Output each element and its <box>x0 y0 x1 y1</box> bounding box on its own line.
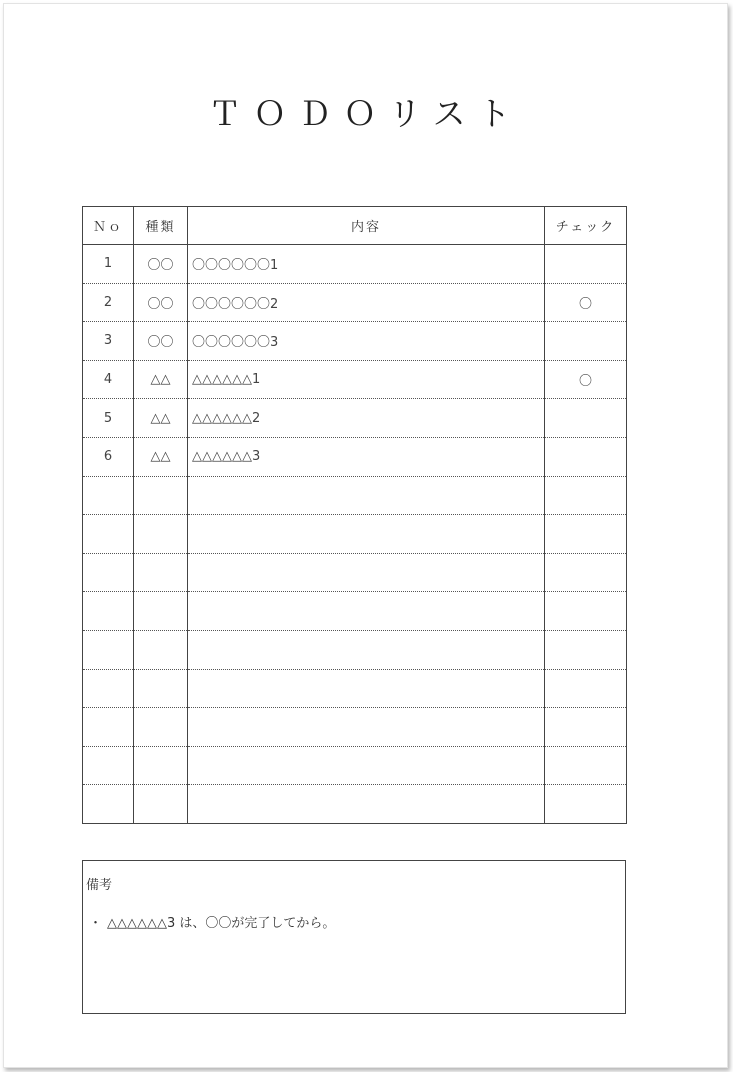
cell-no <box>83 669 134 708</box>
cell-check <box>545 399 627 438</box>
header-content: 内容 <box>188 207 545 245</box>
cell-content: △△△△△△2 <box>188 399 545 438</box>
cell-check <box>545 553 627 592</box>
table-header-row <box>83 207 627 245</box>
cell-type <box>134 515 188 554</box>
cell-no: 4 <box>83 360 134 399</box>
cell-no: 2 <box>83 283 134 322</box>
todo-table-body <box>83 245 627 824</box>
cell-no <box>83 746 134 785</box>
cell-type <box>134 630 188 669</box>
cell-content <box>188 669 545 708</box>
table-row <box>83 553 627 592</box>
table-row <box>83 592 627 631</box>
cell-content: 〇〇〇〇〇〇1 <box>188 245 545 284</box>
remarks-note-text: △△△△△△3 は、〇〇が完了してから。 <box>107 916 336 931</box>
cell-no <box>83 708 134 747</box>
table-row <box>83 630 627 669</box>
cell-no <box>83 630 134 669</box>
table-row <box>83 669 627 708</box>
cell-no <box>83 592 134 631</box>
cell-type <box>134 553 188 592</box>
cell-check <box>545 630 627 669</box>
cell-check <box>545 437 627 476</box>
todo-table <box>82 206 627 824</box>
cell-check <box>545 245 627 284</box>
cell-type: △△ <box>134 399 188 438</box>
cell-content <box>188 592 545 631</box>
table-row <box>83 515 627 554</box>
remarks-title: 備考 <box>86 878 113 893</box>
table-row <box>83 245 627 284</box>
table-row <box>83 785 627 824</box>
cell-no: 6 <box>83 437 134 476</box>
cell-check <box>545 785 627 824</box>
cell-no <box>83 476 134 515</box>
table-row <box>83 283 627 322</box>
table-row <box>83 360 627 399</box>
bullet-mark: ・ <box>89 916 103 931</box>
cell-content: △△△△△△1 <box>188 360 545 399</box>
table-row <box>83 476 627 515</box>
cell-type <box>134 476 188 515</box>
table-row <box>83 746 627 785</box>
cell-content: △△△△△△3 <box>188 437 545 476</box>
header-no: Ｎｏ <box>83 207 134 245</box>
cell-no <box>83 515 134 554</box>
cell-content <box>188 630 545 669</box>
cell-check <box>545 669 627 708</box>
page-title: ＴＯＤＯリスト <box>208 94 523 133</box>
remarks-note <box>89 912 335 931</box>
cell-type <box>134 592 188 631</box>
cell-check: 〇 <box>545 360 627 399</box>
cell-no <box>83 553 134 592</box>
cell-content <box>188 553 545 592</box>
cell-type: △△ <box>134 437 188 476</box>
table-row <box>83 322 627 361</box>
cell-type <box>134 708 188 747</box>
cell-content: 〇〇〇〇〇〇2 <box>188 283 545 322</box>
cell-type <box>134 785 188 824</box>
cell-type: 〇〇 <box>134 245 188 284</box>
cell-check <box>545 515 627 554</box>
cell-type <box>134 669 188 708</box>
table-row <box>83 399 627 438</box>
cell-content <box>188 708 545 747</box>
cell-no <box>83 785 134 824</box>
cell-check <box>545 746 627 785</box>
header-type: 種類 <box>134 207 188 245</box>
table-row <box>83 437 627 476</box>
cell-no: 1 <box>83 245 134 284</box>
cell-check <box>545 708 627 747</box>
cell-check <box>545 476 627 515</box>
cell-no: 5 <box>83 399 134 438</box>
cell-type <box>134 746 188 785</box>
header-check: チェック <box>545 207 627 245</box>
cell-type: 〇〇 <box>134 283 188 322</box>
cell-content <box>188 515 545 554</box>
cell-type: 〇〇 <box>134 322 188 361</box>
cell-content <box>188 476 545 515</box>
table-row <box>83 708 627 747</box>
cell-content <box>188 785 545 824</box>
document-page <box>3 3 728 1068</box>
cell-type: △△ <box>134 360 188 399</box>
cell-check <box>545 322 627 361</box>
cell-content <box>188 746 545 785</box>
cell-no: 3 <box>83 322 134 361</box>
cell-check <box>545 592 627 631</box>
cell-content: 〇〇〇〇〇〇3 <box>188 322 545 361</box>
remarks-box <box>82 860 626 1014</box>
cell-check: 〇 <box>545 283 627 322</box>
